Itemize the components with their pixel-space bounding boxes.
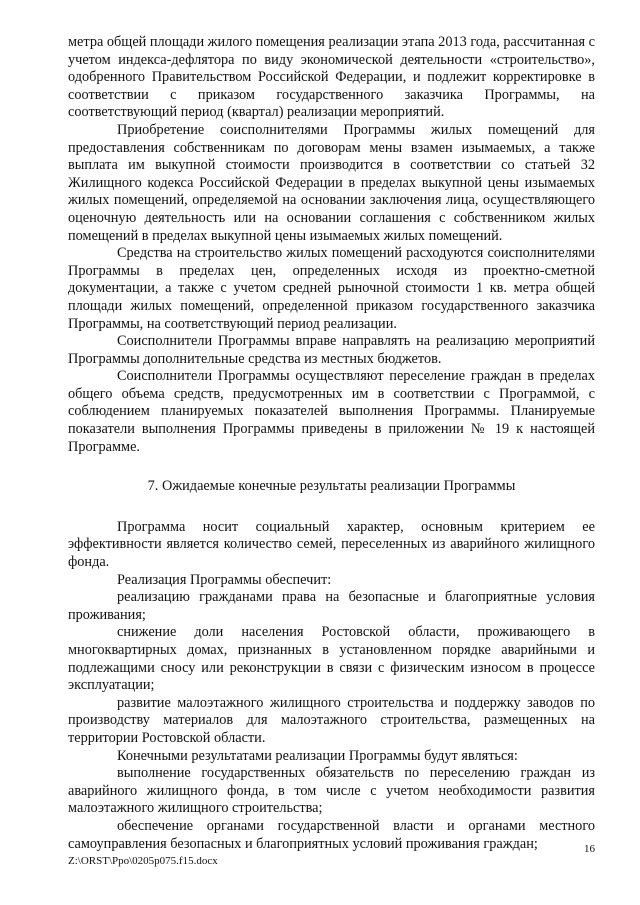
page-number: 16 bbox=[584, 843, 595, 855]
paragraph: реализацию гражданами права на безопасные и благоприятные условия проживания; bbox=[68, 589, 595, 623]
paragraph: Конечными результатами реализации Программы будут являться: bbox=[117, 747, 518, 764]
paragraph: Соисполнители Программы осуществляют переселение граждан в пределах общего объема средств, предусмотренных им в соответствии с Программой, с соблюдением планируемых показателей выполнения Программы. Планируемые показатели выполнения Программы приведены в приложении № 19 к настоящей Программе. bbox=[68, 368, 595, 455]
section-heading: 7. Ожидаемые конечные результаты реализации Программы bbox=[147, 478, 516, 495]
file-path: Z:\ORST\Ppo\0205p075.f15.docx bbox=[68, 855, 218, 867]
paragraph: Соисполнители Программы вправе направлять на реализацию мероприятий Программы дополнительные средства из местных бюджетов. bbox=[68, 333, 595, 367]
document-page bbox=[68, 34, 595, 853]
paragraph: Программа носит социальный характер, основным критерием ее эффективности является количество семей, переселенных из аварийного жилищного фонда. bbox=[68, 518, 595, 571]
paragraph: Средства на строительство жилых помещений расходуются соисполнителями Программы в пределах цен, определенных исходя из проектно-сметной документации, а также с учетом средней рыночной стоимости 1 кв. метра общей площади жилых помещений, определенной приказом государственного заказчика Программы, на соответствующий период реализации. bbox=[68, 245, 595, 332]
paragraph: снижение доли населения Ростовской области, проживающего в многоквартирных домах, признанных в установленном порядке аварийными и подлежащими сносу или реконструкции в связи с физическим износом в процессе эксплуатации; bbox=[68, 624, 595, 694]
paragraph: выполнение государственных обязательств по переселению граждан из аварийного жилищного фонда, в том числе с учетом необходимости развития малоэтажного жилищного строительства; bbox=[68, 765, 595, 817]
paragraph: Приобретение соисполнителями Программы жилых помещений для предоставления собственникам по договорам мены взамен изымаемых, а также выплата им выкупной стоимости производится в соответствии со статьей 32 Жилищного кодекса Российской Федерации в пределах выкупной цены изымаемых жилых помещений, определяемой на основании заключения лица, осуществляющего оценочную деятельность или на основании соглашения с собственником жилых помещений в пределах выкупной цены изымаемых жилых помещений. bbox=[68, 121, 595, 244]
paragraph: развитие малоэтажного жилищного строительства и поддержку заводов по производству материалов для малоэтажного строительства, размещенных на территории Ростовской области. bbox=[68, 694, 595, 746]
paragraph: обеспечение органами государственной власти и органами местного самоуправления безопасных и благоприятных условий проживания граждан; bbox=[68, 817, 595, 852]
paragraph: метра общей площади жилого помещения реализации этапа 2013 года, рассчитанная с учетом индекса-дефлятора по виду экономической деятельности «строительство», одобренного Правительством Российской Федерации, и подлежит корректировке в соответствии с приказом государственного заказчика Программы, на соответствующий период (квартал) реализации мероприятий. bbox=[68, 34, 596, 121]
paragraph: Реализация Программы обеспечит: bbox=[117, 571, 332, 588]
